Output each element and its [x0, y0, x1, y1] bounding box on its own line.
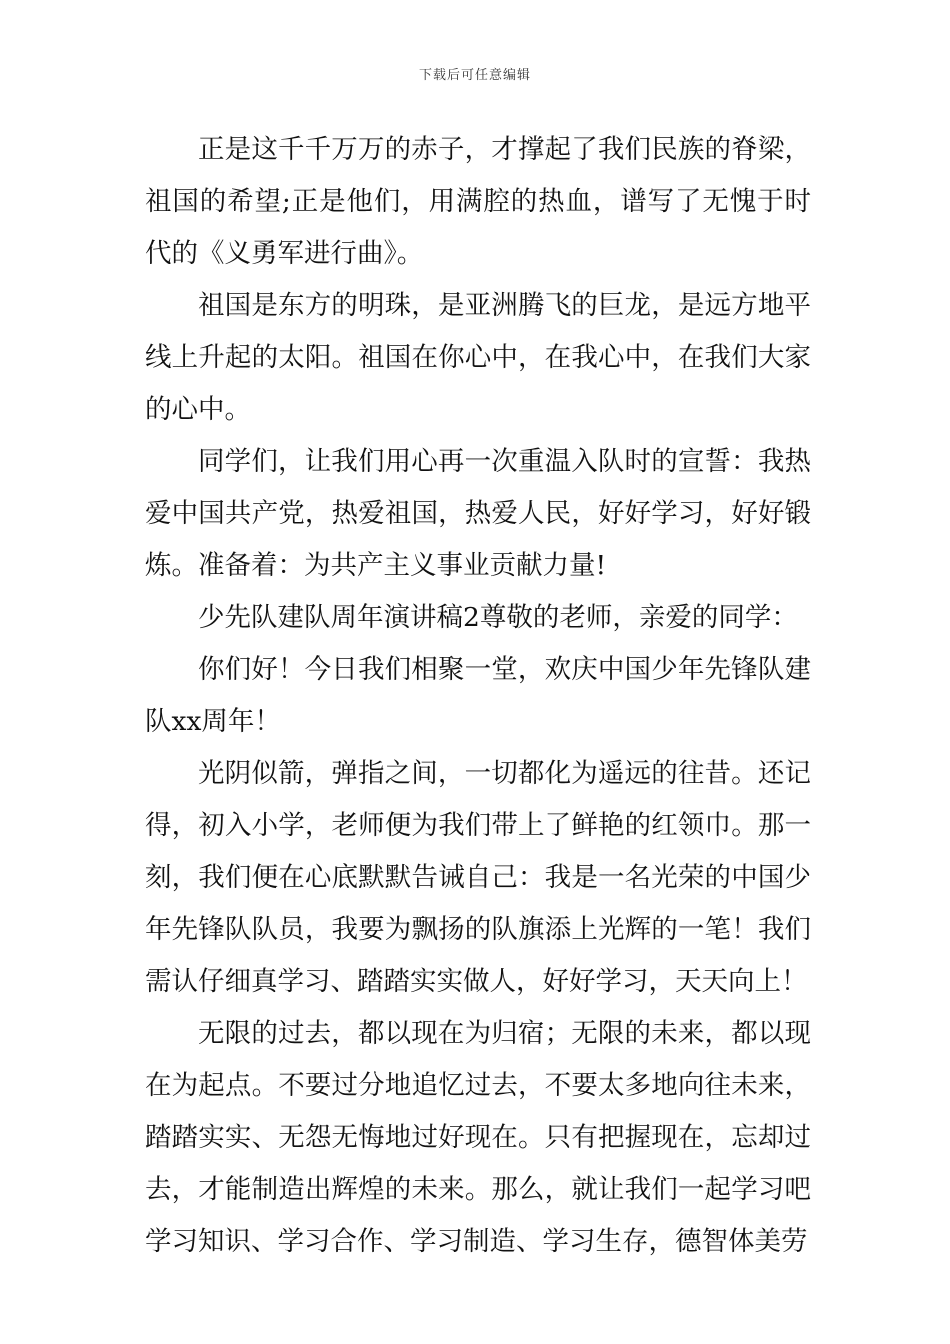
page-header: 下载后可任意编辑	[418, 68, 531, 83]
paragraph-2: 祖国是东方的明珠，是亚洲腾飞的巨龙，是远方地平线上升起的太阳。祖国在你心中，在我心中，在我们大家的心中。	[145, 290, 811, 425]
paragraph-3: 同学们，让我们用心再一次重温入队时的宣誓：我热爱中国共产党，热爱祖国，热爱人民，好好学习，好好锻炼。准备着：为共产主义事业贡献力量!	[145, 446, 811, 581]
paragraph-6: 光阴似箭，弹指之间，一切都化为遥远的往昔。还记得，初入小学，老师便为我们带上了鲜艳的红领巾。那一刻，我们便在心底默默告诫自己：我是一名光荣的中国少年先锋队队员，我要为飘扬的队旗添上光辉的一笔！我们需认仔细真学习、踏踏实实做人，好好学习，天天向上！	[145, 758, 811, 997]
document-body	[145, 124, 811, 1268]
paragraph-speech-title: 少先队建队周年演讲稿2尊敬的老师，亲爱的同学：	[198, 602, 798, 633]
paragraph-1: 正是这千千万万的赤子，才撑起了我们民族的脊梁，祖国的希望;正是他们，用满腔的热血，谱写了无愧于时代的《义勇军进行曲》。	[145, 134, 811, 269]
paragraph-5: 你们好！今日我们相聚一堂，欢庆中国少年先锋队建队xx周年！	[145, 654, 811, 737]
paragraph-7: 无限的过去，都以现在为归宿；无限的未来，都以现在为起点。不要过分地追忆过去，不要太多地向往未来，踏踏实实、无怨无悔地过好现在。只有把握现在，忘却过去，才能制造出辉煌的未来。那么，就让我们一起学习吧学习知识、学习合作、学习制造、学习生存，德智体美劳	[145, 1018, 811, 1257]
